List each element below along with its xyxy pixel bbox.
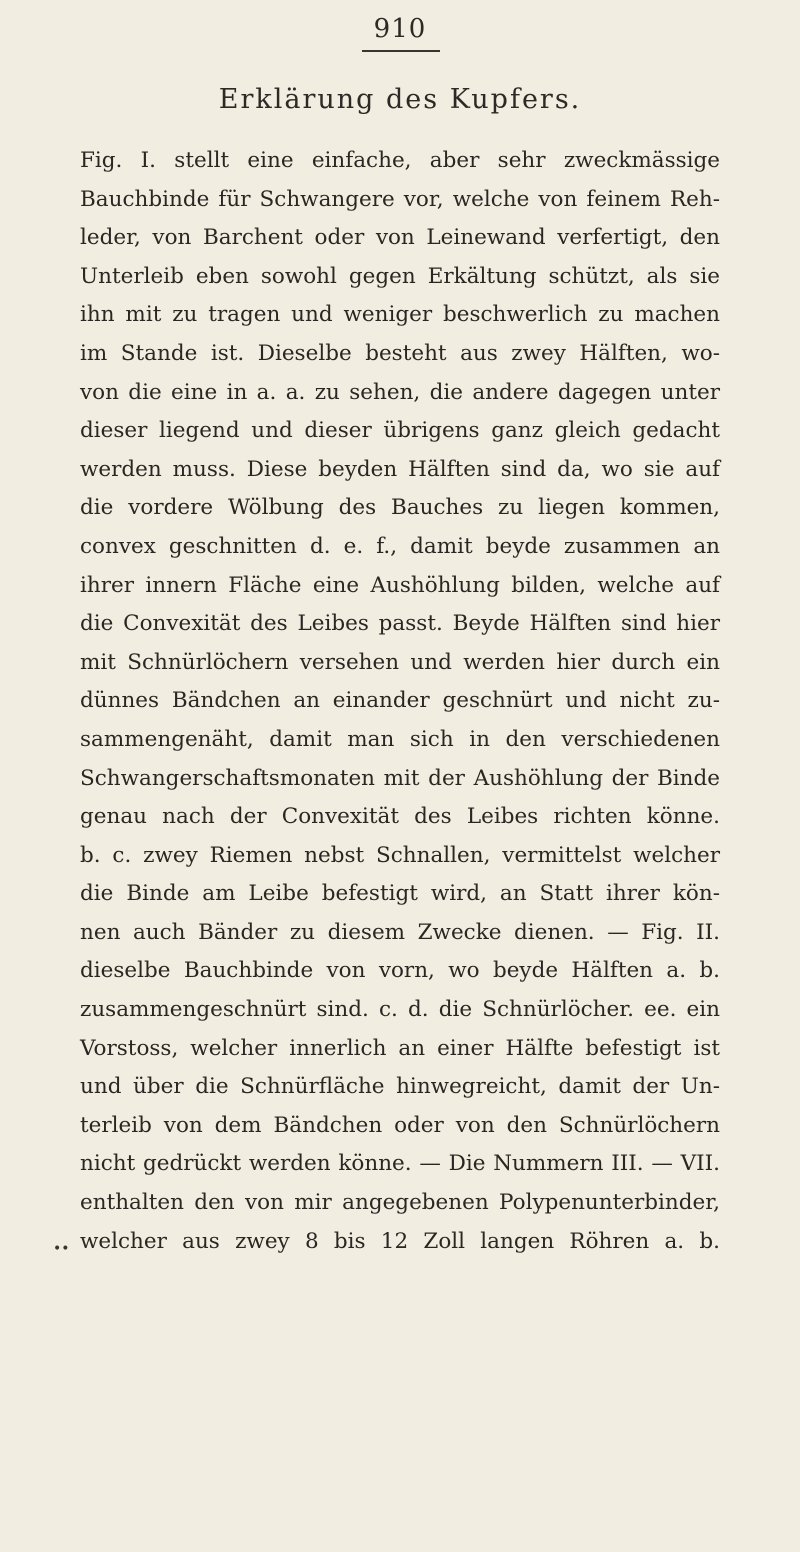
text-line: terleib von dem Bändchen oder von den Schnürlöchern bbox=[80, 1112, 720, 1138]
text-line: ihrer innern Fläche eine Aushöhlung bilden, welche auf bbox=[80, 572, 720, 598]
text-line: dieser liegend und dieser übrigens ganz gleich gedacht bbox=[80, 418, 720, 444]
text-line: sammengenäht, damit man sich in den verschiedenen bbox=[80, 726, 720, 752]
text-line: mit Schnürlöchern versehen und werden hier durch ein bbox=[80, 649, 720, 675]
text-line: leder, von Barchent oder von Leinewand verfertigt, den bbox=[80, 225, 720, 251]
margin-mark: •• bbox=[53, 1241, 70, 1257]
text-line: genau nach der Convexität des Leibes richten könne. bbox=[80, 804, 720, 830]
text-line: b. c. zwey Riemen nebst Schnallen, vermittelst welcher bbox=[80, 842, 720, 868]
page-number: 910 bbox=[373, 14, 427, 44]
text-line: nen auch Bänder zu diesem Zwecke dienen. — Fig. II. bbox=[80, 919, 720, 945]
text-line: convex geschnitten d. e. f., damit beyde zusammen an bbox=[80, 533, 720, 559]
text-line: Bauchbinde für Schwangere vor, welche von feinem Reh- bbox=[80, 186, 720, 212]
text-line: und über die Schnürfläche hinwegreicht, damit der Un- bbox=[80, 1074, 720, 1100]
text-line: die vordere Wölbung des Bauches zu liegen kommen, bbox=[80, 495, 720, 521]
page-number-rule bbox=[362, 50, 440, 52]
section-heading: Erklärung des Kupfers. bbox=[218, 84, 582, 115]
text-line: enthalten den von mir angegebenen Polypenunterbinder, bbox=[80, 1190, 720, 1216]
text-line: die Binde am Leibe befestigt wird, an Statt ihrer kön- bbox=[80, 881, 720, 907]
text-line: Vorstoss, welcher innerlich an einer Hälfte befestigt ist bbox=[80, 1035, 720, 1061]
body-text bbox=[80, 142, 720, 1261]
text-line: ihn mit zu tragen und weniger beschwerlich zu machen bbox=[80, 302, 720, 328]
text-line: dünnes Bändchen an einander geschnürt und nicht zu- bbox=[80, 688, 720, 714]
text-line: welcher aus zwey 8 bis 12 Zoll langen Röhren a. b. bbox=[80, 1228, 720, 1254]
text-line: im Stande ist. Dieselbe besteht aus zwey Hälften, wo- bbox=[80, 340, 720, 366]
text-line: Schwangerschaftsmonaten mit der Aushöhlung der Binde bbox=[80, 765, 720, 791]
text-line: werden muss. Diese beyden Hälften sind da, wo sie auf bbox=[80, 456, 720, 482]
text-line: zusammengeschnürt sind. c. d. die Schnürlöcher. ee. ein bbox=[80, 997, 720, 1023]
text-line: nicht gedrückt werden könne. — Die Nummern III. — VII. bbox=[80, 1151, 720, 1177]
text-line: von die eine in a. a. zu sehen, die andere dagegen unter bbox=[80, 379, 720, 405]
text-line: die Convexität des Leibes passt. Beyde Hälften sind hier bbox=[80, 611, 720, 637]
text-line: Unterleib eben sowohl gegen Erkältung schützt, als sie bbox=[80, 263, 720, 289]
text-line: Fig. I. stellt eine einfache, aber sehr zweckmässige bbox=[80, 148, 720, 173]
text-line: dieselbe Bauchbinde von vorn, wo beyde Hälften a. b. bbox=[80, 958, 720, 984]
